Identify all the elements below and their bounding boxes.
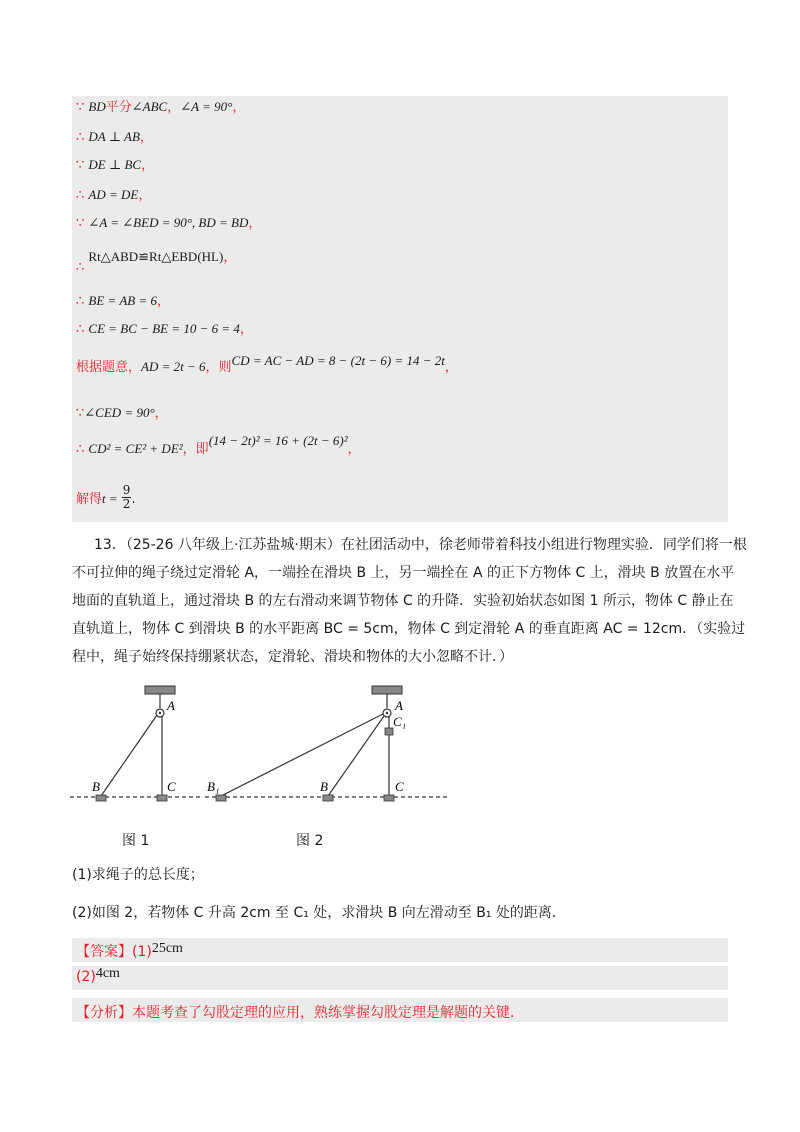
- label-c1: C₁: [393, 714, 407, 729]
- solution-line-6: ∴ Rt△ABD≌Rt△EBD(HL)，: [76, 249, 237, 275]
- rope-ab1: [221, 714, 383, 796]
- label-b1: B₁: [207, 779, 220, 794]
- pulley-mount: [145, 686, 175, 694]
- solution-line-12: 解得t = $\frac{9}{2}$ .: [76, 483, 136, 511]
- solution-line-2: ∴ DA ⊥ AB，: [76, 129, 153, 145]
- solution-line-5: ∵ ∠A = ∠BED = 90°, BD = BD，: [76, 215, 262, 231]
- question-line-5: 程中，绳子始终保持绷紧状态，定滑轮、滑块和物体的大小忽略不计．）: [72, 649, 513, 665]
- slider-b: [323, 795, 333, 801]
- solution-line-3: ∵ DE ⊥ BC，: [76, 157, 155, 173]
- object-c1: [385, 728, 393, 735]
- figure-1-caption: 图 1: [122, 833, 150, 849]
- label-a: A: [395, 698, 403, 713]
- analysis-tag: 【分析】: [76, 1005, 132, 1021]
- answer-line-1: 【答案】(1)25cm: [76, 941, 183, 960]
- fraction-nine-halves: $\frac{9}{2}$: [122, 483, 131, 511]
- answer-line-2: (2)4cm: [76, 966, 120, 985]
- object-c: [157, 795, 167, 801]
- solution-line-4: ∴ AD = DE，: [76, 187, 152, 203]
- solution-line-10: ∵∠CED = 90°，: [76, 405, 168, 421]
- object-c: [384, 795, 394, 801]
- label-b: B: [320, 779, 328, 794]
- solution-line-8: ∴ CE = BC − BE = 10 − 6 = 4，: [76, 321, 253, 337]
- question-line-1: 13．（25-26 八年级上·江苏盐城·期末）在社团活动中，徐老师带着科技小组进行物理实验．同学们将一根: [94, 537, 747, 553]
- analysis-line: 【分析】本题考查了勾股定理的应用，熟练掌握勾股定理是解题的关键．: [76, 1005, 524, 1021]
- figure-2: [205, 680, 450, 810]
- sub-question-1: (1)求绳子的总长度；: [72, 867, 204, 883]
- slider-b1: [216, 795, 226, 801]
- figure-1: [70, 680, 200, 810]
- label-c: C: [167, 779, 176, 794]
- answer-bar-2: [72, 966, 728, 990]
- label-a: A: [167, 698, 175, 713]
- solution-line-11: ∴ CD² = CE² + DE²，即(14 − 2t)² = 16 + (2t − 6)²，: [76, 433, 361, 457]
- solution-line-1: ∵ BD平分∠ABC，∠A = 90°，: [76, 99, 246, 115]
- label-c: C: [395, 779, 404, 794]
- question-line-2: 不可拉伸的绳子绕过定滑轮 A，一端拴在滑块 B 上，另一端拴在 A 的正下方物体 C 上，滑块 B 放置在水平: [72, 565, 735, 581]
- question-line-4: 直轨道上，物体 C 到滑块 B 的水平距离 BC = 5cm，物体 C 到定滑轮 A 的垂直距离 AC = 12cm．（实验过: [72, 621, 746, 637]
- label-b: B: [92, 779, 100, 794]
- pulley-mount: [372, 686, 402, 694]
- slider-b: [96, 795, 106, 801]
- rope-ab: [101, 715, 157, 796]
- sub-question-2: (2)如图 2，若物体 C 升高 2cm 至 C₁ 处，求滑块 B 向左滑动至 B₁ 处的距离．: [72, 905, 566, 921]
- solution-line-7: ∴ BE = AB = 6，: [76, 293, 171, 309]
- solution-line-9: 根据题意，AD = 2t − 6，则CD = AC − AD = 8 − (2t − 6) = 14 − 2t，: [76, 353, 458, 375]
- question-line-3: 地面的直轨道上，通过滑块 B 的左右滑动来调节物体 C 的升降．实验初始状态如图 1 所示，物体 C 静止在: [72, 593, 734, 609]
- answer-tag: 【答案】: [76, 944, 132, 960]
- figure-2-caption: 图 2: [296, 833, 324, 849]
